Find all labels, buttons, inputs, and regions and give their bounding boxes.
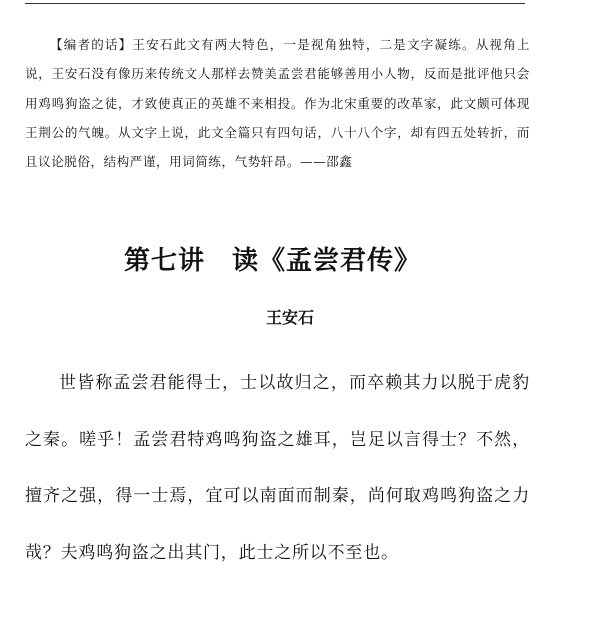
author: 王安石 xyxy=(265,308,314,327)
essay-body: 世皆称孟尝君能得士，士以故归之，而卒赖其力以脱于虎豹之秦。嗟乎！孟尝君特鸡鸣狗盗之雄耳，岂足以言得士？不然，擅齐之强，得一士焉，宜可以南面而制秦，尚何取鸡鸣狗盗之力哉？夫鸡鸣狗盗之出其门，此士之所以不至也。 xyxy=(25,373,530,563)
top-rule xyxy=(25,3,525,4)
editor-note: 【编者的话】王安石此文有两大特色，一是视角独特，二是文字凝练。从视角上说，王安石没有像历来传统文人那样去赞美孟尝君能够善用小人物，反而是批评他只会用鸡鸣狗盗之徒，才致使真正的英雄不来相投。作为北宋重要的改革家，此文颇可体现王荆公的气魄。从文字上说，此文全篇只有四句话，八十八个字，却有四五处转折，而且议论脱俗，结构严谨，用词简练，气势轩昂。——邵鑫 xyxy=(25,37,530,170)
lecture-title: 第七讲 读《孟尝君传》 xyxy=(123,246,421,276)
